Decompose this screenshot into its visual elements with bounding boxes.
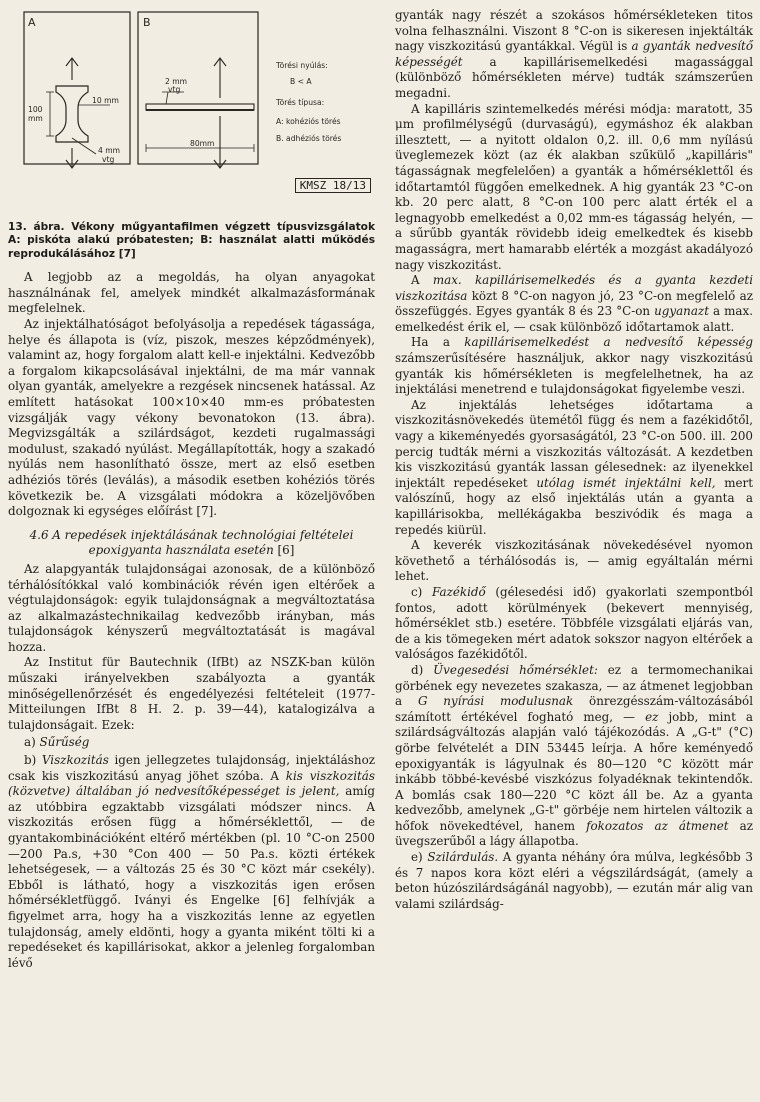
left-paragraph-2: Az injektálhatóságot befolyásolja a repedések tágassága, helye és állapota is (víz, piszok, meszes képződmények), valamint az, hogy forgalom alatt kell-e injektálni. Kedvezőbb a forgalom kikapcsolásával injektálni, de ma már vannak olyan gyanták, amelyekre a rezgések nincsenek hatással. Az említett hatásokat 100×10×40 mm-es próbatesten vizsgálják vagy vékony bevonatokon (13. ábra). Megvizsgálták a szilárdságot, kezdeti rugalmassági modulust, szakadó nyúlást. Megállapították, hogy a szakadó nyúlás nem hasonlítható össze, mert az első esetben adhéziós törés (leválás), a második esetben kohéziós törés következik be. A vizsgálati módokra a közeljövőben dolgoznak ki egységes előírást [7]. — [8, 317, 375, 519]
left-column — [8, 8, 375, 971]
section-ref: [6] — [277, 543, 295, 558]
left-paragraph-4: Az Institut für Bautechnik (IfBt) az NSZK-ban külön műszaki irányelvekben szabályozta a gyanták minőségellenőrzését és engedélyezési feltételeit (1977-Mitteilungen IfBt 8 H. 2. p. 39—44), katalogizálva a tulajdonságait. Ezek: — [8, 655, 375, 732]
item-d-emphasis-1: G nyírási modulusnak — [417, 694, 574, 709]
right-p4-b: számszerűsítésére használjuk, akkor nagy viszkozitású gyanták kis hőmérsékleten is megfelelhetnek, ha az injektálási menetrend e tulajdonságokat figyelembe veszi. — [395, 351, 753, 397]
item-e-title: Szilárdulás. — [427, 850, 499, 865]
dim-mm: mm — [28, 114, 43, 123]
right-paragraph-5 — [395, 398, 753, 538]
item-b — [8, 753, 375, 971]
kmsz-stamp: KMSZ 18/13 — [295, 178, 371, 193]
arrow-down-b — [214, 116, 226, 168]
dim-80mm: 80mm — [190, 139, 215, 148]
panel-b-label: B — [143, 16, 151, 29]
arrow-down-a — [66, 148, 78, 168]
dim-vtg2: vtg — [168, 85, 181, 94]
right-p5-b: mert valószínű, hogy az első injektálás után a gyanta a kapillárisokba, mellékágakba beszivódik és maga a repedés kiürül. — [395, 475, 753, 537]
item-e-label: e) — [411, 850, 423, 865]
item-a — [8, 735, 375, 751]
panel-a-label: A — [28, 16, 36, 29]
right-p1-a: gyanták nagy részét a szokásos hőmérsékleteken titos volna felhasználni. Viszont 8 °C-on is sikeresen injektálták nagy viszkozitású gyantákkal. Végül is — [395, 8, 753, 54]
arrow-up-b — [214, 58, 226, 98]
left-paragraph-1: A legjobb az a megoldás, ha olyan anyagokat használnának fel, amelyek mindkét alkalmazásformának megfelelnek. — [8, 270, 375, 316]
item-d-emphasis-3: fokozatos az átmenet — [586, 818, 729, 833]
right-paragraph-6: A keverék viszkozitásának növekedésével nyomon követhető a térhálósodás is, — amig egyáltalán mérni lehet. — [395, 538, 753, 584]
figure-caption: 13. ábra. Vékony műgyantafilmen végzett típusvizsgálatok A: piskóta alakú próbatesten; B: használat alatti működés reprodukálásához [7] — [8, 221, 375, 260]
right-p5-emphasis: utólag ismét injektálni kell, — [536, 475, 716, 490]
item-b-emphasis: kis viszkozitás (közvetve) általában jó nedvesítőképességet is jelent, — [8, 768, 375, 799]
item-d-text-2: önrezgésszám-változásából számított értékével fogható meg, — — [395, 694, 754, 724]
section-title — [8, 528, 375, 559]
right-p1-b: a kapillárisemelkedési magassággal (különböző hőmérsékleten mérve) tudták számszerűen megadni. — [395, 54, 753, 100]
dim-100: 100 — [28, 105, 43, 114]
item-a-title: Sűrűség — [39, 735, 90, 750]
right-p5-a: Az injektálás lehetséges időtartama a viszkozitásnövekedés ütemétől függ és nem a fazékidőtől, vagy a kikeményedés gyorsaságától, 23 °C-on 500. ill. 200 percig tudták mérni a viszkozitás változását. A kezdetben kis viszkozitású gyanták lassan gélesednek: az ilyenekkel injektált repedéseket — [395, 397, 753, 490]
right-p3-c: a max. emelkedést érik el, — csak különböző időtartamok alatt. — [395, 304, 753, 334]
item-b-text-2: amíg az utóbbira egzaktabb vizsgálati módszer nincs. A viszkozitás erősen függ a hőmérséklettől, — de gyantakombinációként eltérő mértékben (pl. 10 °C-on 2500—200 Pa.s, +30 °Con 400 — 50 Pa.s. közti értékek lehetségesek, — a változás 25 és 30 °C közt már csekély). Ebből is látható, hogy a viszkozitás igen erősen hőmérsékletfüggő. Iványi és Engelke [6] felhívják a figyelmet arra, hogy ha a viszkozitás lenne az egyetlen tulajdonság, amely eldönti, hogy a gyanta miként tölti ki a repedéseket és kapillárisokat, akkor a jelenleg forgalomban lévő — [8, 784, 376, 970]
arrow-up-a — [66, 58, 78, 80]
legend-tipus: Törés típusa: — [276, 98, 325, 107]
item-b-title: Viszkozitás — [41, 753, 109, 768]
right-p4-a: Ha a — [411, 335, 465, 350]
item-d — [395, 663, 753, 850]
right-column — [395, 8, 753, 912]
right-paragraph-4 — [395, 335, 753, 397]
right-paragraph-2: A kapilláris szintemelkedés mérési módja: maratott, 35 μm profilmélységű (durvaságú), egymáshoz ék alakban illesztett, — a nyitott oldalon 0,2. ill. 0,6 mm nyílású üveglemezek közt (az ék alakban szűkülő „kapilláris" tágasságnak megfelelően) a gyanták a hőmérséklettől és időtartamtól függően emelkednek. A hig gyanták 23 °C-on kb. 20 perc alatt, 8 °C-on 100 perc alatt érték el a legnagyobb emelkedést a 0,02 mm-es tágasság helyén, — a sűrűbb gyanták rövidebb ideig emelkedtek és kisebb magasságra, mert hamarabb elérték a mozgást akadályozó nagy viszkozitást. — [395, 101, 753, 272]
item-d-emphasis-2: ez — [645, 709, 659, 724]
item-c-title: Fazékidő — [432, 584, 486, 599]
right-p3-a: A — [411, 273, 433, 288]
item-b-label: b) — [24, 753, 37, 768]
right-p3-emphasis: max. kapillárisemelkedés és a gyanta kezdeti viszkozitása — [395, 273, 753, 303]
item-b-text-1: igen jellegzetes tulajdonság, injektáláshoz csak kis viszkozitású anyag jöhet szóba. A — [8, 753, 375, 783]
item-c-label: c) — [411, 584, 423, 599]
fracture-leader — [72, 138, 96, 154]
item-d-text-1: ez a termomechanikai görbének egy nevezetes szakasza, — az átmenet legjobban a — [395, 662, 753, 709]
right-paragraph-1 — [395, 8, 753, 102]
figure-13 — [8, 8, 375, 213]
item-d-text-4: az üvegszerűből a lágy állapotba. — [395, 818, 753, 849]
dim-2mm: 2 mm — [165, 77, 188, 86]
right-p1-emphasis: a gyanták nedvesítő képességét — [395, 39, 753, 69]
item-a-label: a) — [24, 735, 36, 750]
dogbone-specimen — [56, 86, 88, 142]
item-e-text: A gyanta néhány óra múlva, legkésőbb 3 és 7 napos kora közt eléri a végszilárdságát, (amely a beton húzószilárdságánál nagyobb), — ezután már alig van valami szilárdság- — [395, 850, 753, 911]
right-paragraph-3 — [395, 273, 753, 335]
item-e — [395, 850, 753, 912]
legend-a: A: kohéziós törés — [276, 117, 341, 126]
item-d-text-3: jobb, mint a szilárdságváltozás alapján való tájékozódás. A „G-t" (°C) görbe felvételét a DIN 53445 leírja. A hőre keményedő epoxigyanták is lágyulnak és 80—120 °C között már inkább többé-kevésbé viszkózus folyadéknak tekintendők. A bomlás csak 180—220 °C közt áll be. Az a gyanta kedvezőbb, amelynek „G-t" görbéje nem hirtelen változik a hőfok növekedtével, hanem — [395, 709, 753, 833]
item-d-title: Üvegesedési hőmérséklet: — [433, 662, 598, 677]
right-p3-b: közt 8 °C-on nagyon jó, 23 °C-on megfelelő az összefüggés. Egyes gyanták 8 és 23 °C-on — [395, 288, 753, 319]
dim-4mm: 4 mm — [98, 146, 121, 155]
legend-b: B. adhéziós törés — [276, 134, 342, 143]
right-p4-emphasis: kapillárisemelkedést a nedvesítő képesség — [464, 335, 753, 350]
dim-10mm: 10 mm — [92, 96, 119, 105]
item-d-label: d) — [411, 662, 424, 677]
item-c — [395, 585, 753, 663]
section-title-text: 4.6 A repedések injektálásának technológiai feltételei epoxigyanta használata esetén — [29, 527, 354, 558]
left-paragraph-3: Az alapgyanták tulajdonságai azonosak, de a különböző térhálósítókkal való kombinációk révén igen eltérőek a végtulajdonságok: egyik tulajdonságnak a megváltoztatása az alkalmazástechnikailag kedvezőbb irányban, más tulajdonságok kényszerű megváltoztatását is magával hozza. — [8, 561, 375, 654]
legend-torest: Törési nyúlás: — [276, 61, 328, 70]
right-p3-emphasis-2: ugyanazt — [654, 304, 709, 319]
item-c-text: (gélesedési idő) gyakorlati szempontból fontos, adott körülmények (bekevert mennyiség, hőmérséklet stb.) esetére. Többféle vizsgálati eljárás van, de a kis tömegeken mért adatok sokszor nagyon eltérőek a valóságos fazékidőtől. — [395, 584, 753, 662]
dim-vtg: vtg — [102, 155, 115, 164]
legend-ba: B < A — [290, 77, 312, 86]
